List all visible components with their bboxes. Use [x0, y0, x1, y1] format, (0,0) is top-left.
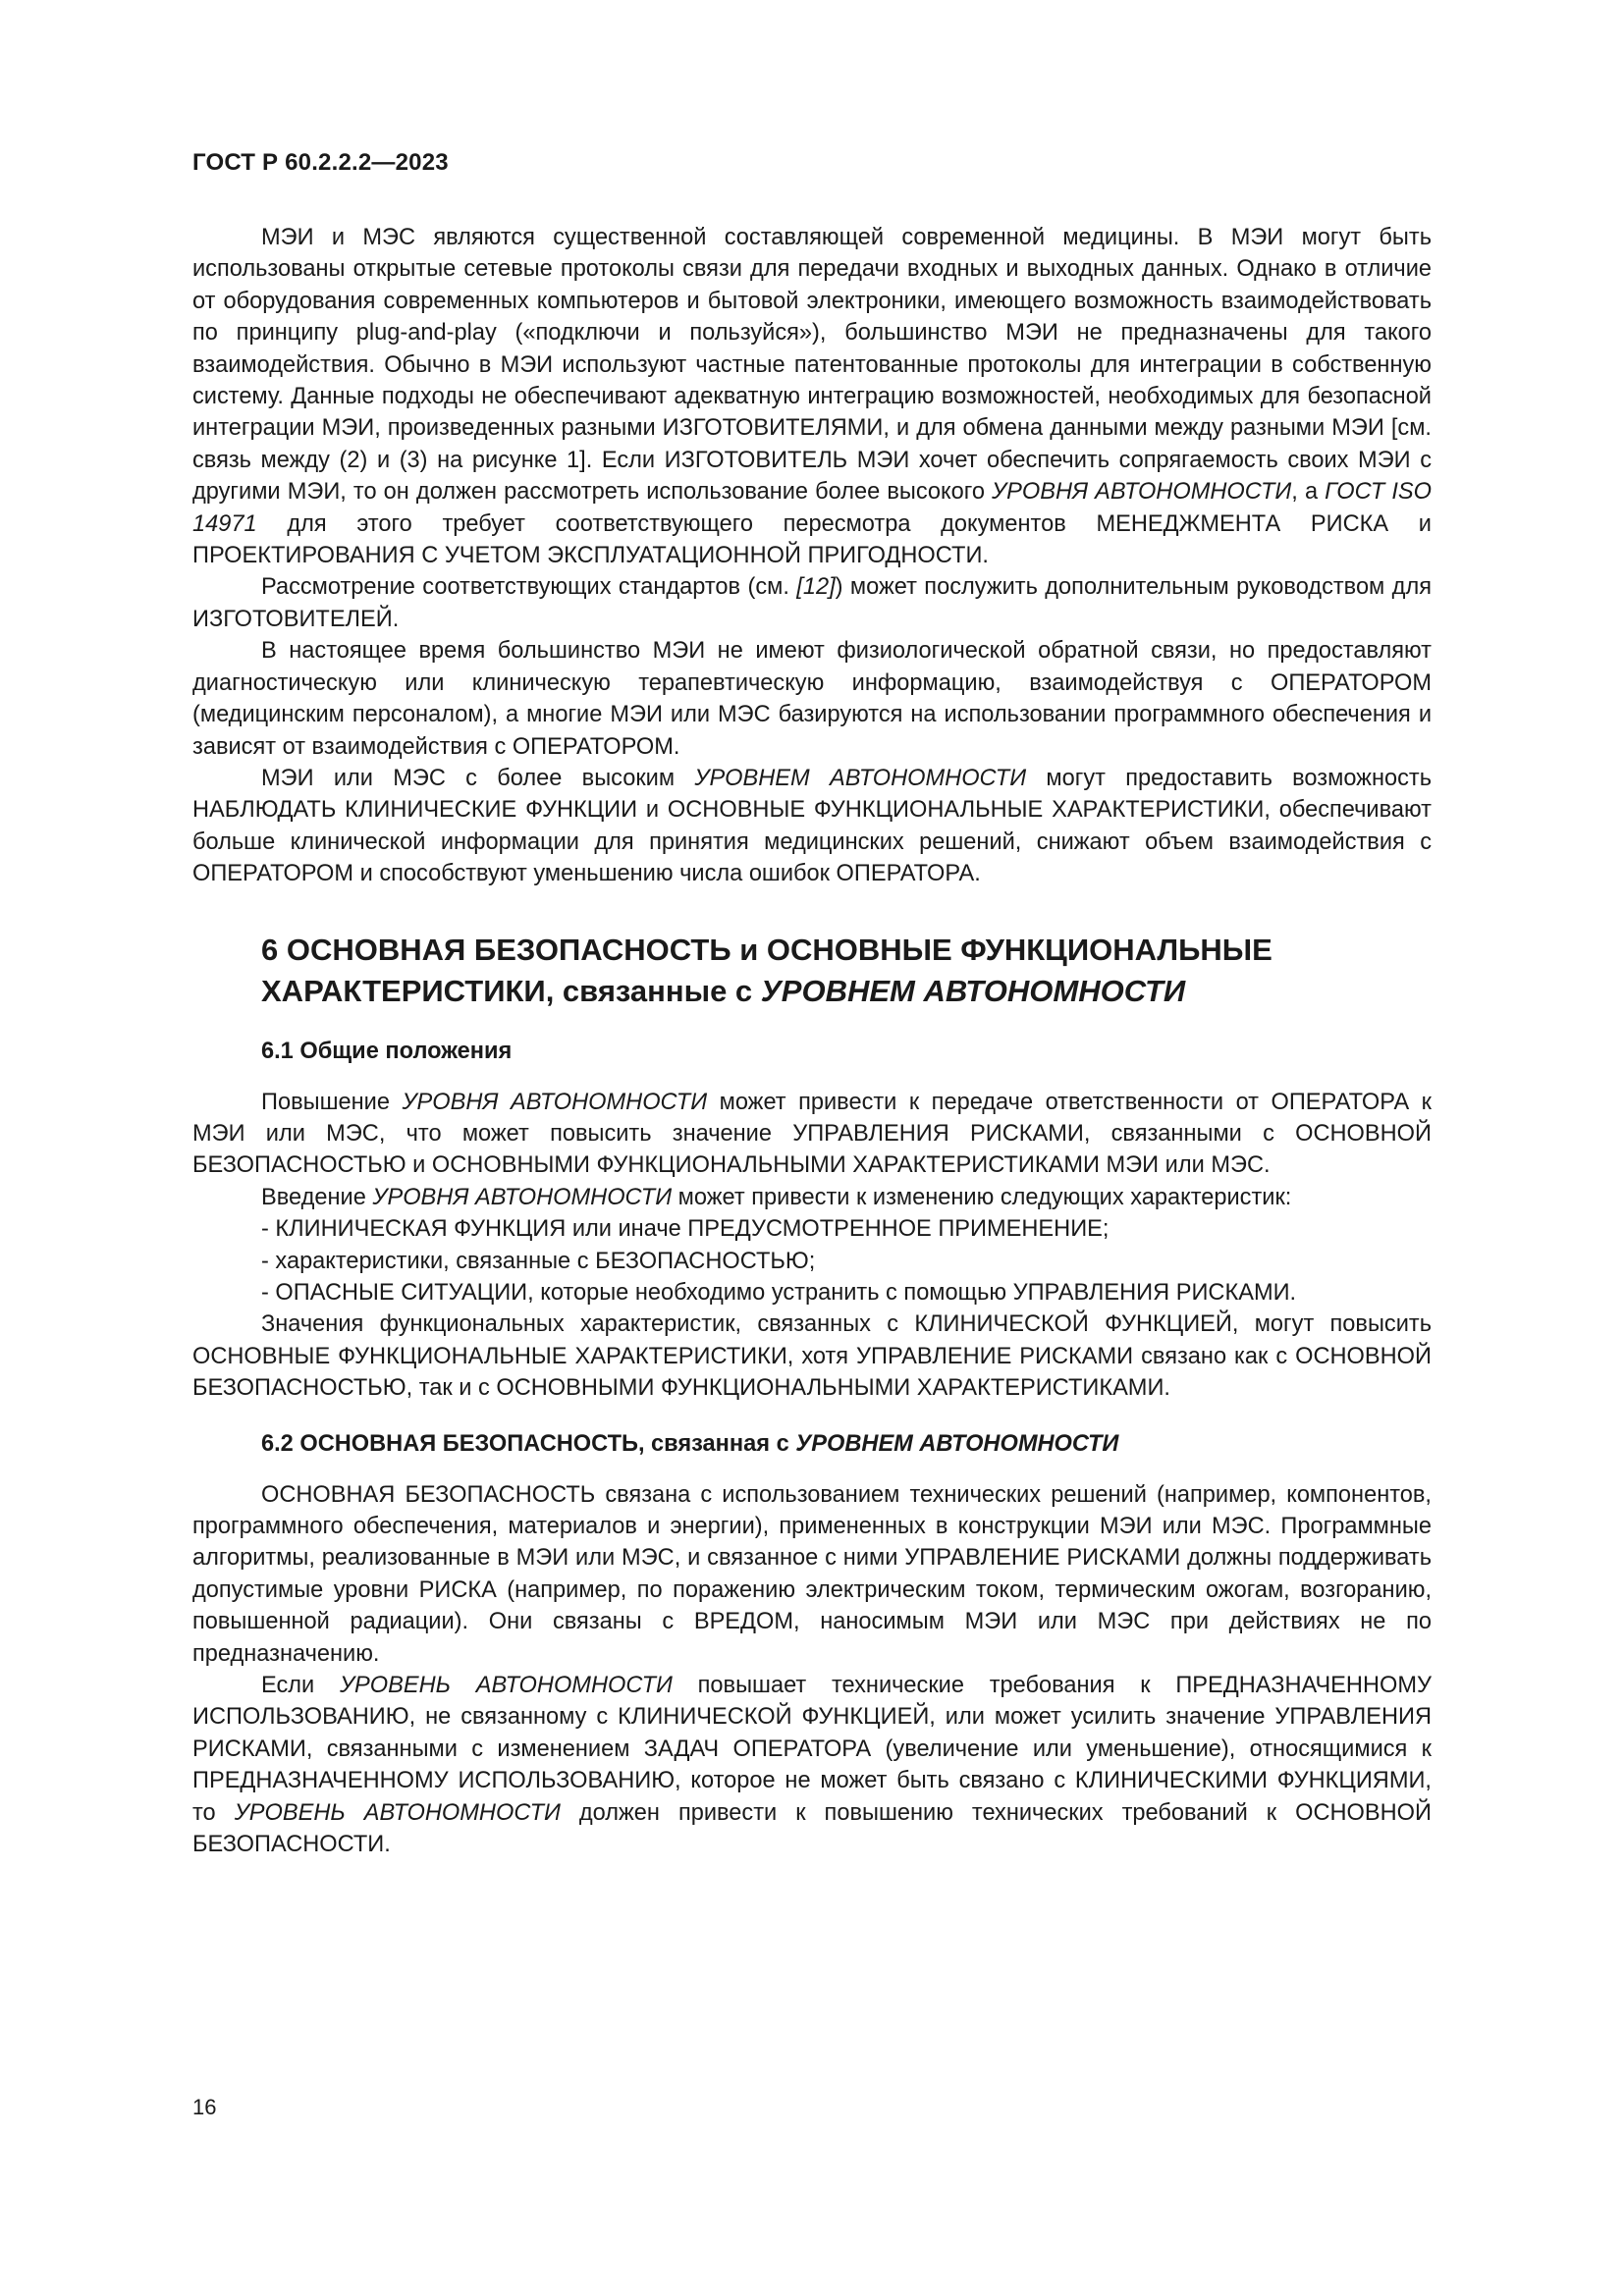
standard-reference: ГОСТ ISO 14971	[192, 479, 1432, 537]
italic-term: УРОВЕНЬ АВТОНОМНОСТИ	[234, 1799, 561, 1826]
intro-paragraph-2: Рассмотрение соответствующих стандартов (см. [12]) может послужить дополнительным руководством для ИЗГОТОВИТЕЛЕЙ.	[192, 574, 1432, 632]
page-content	[192, 222, 1432, 1860]
bibliography-reference: [12]	[796, 574, 836, 601]
italic-term: УРОВНЯ АВТОНОМНОСТИ	[402, 1089, 708, 1115]
characteristics-list	[192, 1213, 1432, 1308]
s6-1-paragraph-3: Значения функциональных характеристик, связанных с КЛИНИЧЕСКОЙ ФУНКЦИЕЙ, могут повысить ОСНОВНЫЕ ФУНКЦИОНАЛЬНЫЕ ХАРАКТЕРИСТИКИ, хотя УПРАВЛЕНИЕ РИСКАМИ связано как с ОСНОВНОЙ БЕЗОПАСНОСТЬЮ, так и с ОСНОВНЫМИ ФУНКЦИОНАЛЬНЫМИ ХАРАКТЕРИСТИКАМИ.	[192, 1311, 1432, 1402]
section-6-heading-line-1: 6 ОСНОВНАЯ БЕЗОПАСНОСТЬ и ОСНОВНЫЕ ФУНКЦИОНАЛЬНЫЕ	[261, 932, 1272, 967]
section-6-heading	[261, 930, 1432, 1012]
list-item: - характеристики, связанные с БЕЗОПАСНОСТЬЮ;	[261, 1248, 816, 1274]
s6-1-paragraph-1: Повышение УРОВНЯ АВТОНОМНОСТИ может привести к передаче ответственности от ОПЕРАТОРА к МЭИ или МЭС, что может повысить значение УПРАВЛЕНИЯ РИСКАМИ, связанными с ОСНОВНОЙ БЕЗОПАСНОСТЬЮ и ОСНОВНЫМИ ФУНКЦИОНАЛЬНЫМИ ХАРАКТЕРИСТИКАМИ МЭИ или МЭС.	[192, 1089, 1433, 1179]
italic-term: УРОВЕНЬ АВТОНОМНОСТИ	[339, 1673, 673, 1699]
page-number: 16	[192, 2095, 217, 2119]
intro-paragraph-4: МЭИ или МЭС с более высоким УРОВНЕМ АВТОНОМНОСТИ могут предоставить возможность НАБЛЮДАТЬ КЛИНИЧЕСКИЕ ФУНКЦИИ и ОСНОВНЫЕ ФУНКЦИОНАЛЬНЫЕ ХАРАКТЕРИСТИКИ, обеспечивают больше клинической информации для принятия медицинских решений, снижают объем взаимодействия с ОПЕРАТОРОМ и способствуют уменьшению числа ошибок ОПЕРАТОРА.	[192, 765, 1433, 887]
list-item: - КЛИНИЧЕСКАЯ ФУНКЦИЯ или иначе ПРЕДУСМОТРЕННОЕ ПРИМЕНЕНИЕ;	[261, 1216, 1110, 1243]
subsection-6-1-heading: 6.1 Общие положения	[261, 1038, 513, 1064]
s6-2-paragraph-2: Если УРОВЕНЬ АВТОНОМНОСТИ повышает технические требования к ПРЕДНАЗНАЧЕННОМУ ИСПОЛЬЗОВАНИЮ, не связанному с КЛИНИЧЕСКОЙ ФУНКЦИЕЙ, или может усилить значение УПРАВЛЕНИЯ РИСКАМИ, связанными с изменением ЗАДАЧ ОПЕРАТОРА (увеличение или уменьшение), относящимися к ПРЕДНАЗНАЧЕННОМУ ИСПОЛЬЗОВАНИЮ, которое не может быть связано с КЛИНИЧЕСКИМИ ФУНКЦИЯМИ, то УРОВЕНЬ АВТОНОМНОСТИ должен привести к повышению технических требований к ОСНОВНОЙ БЕЗОПАСНОСТИ.	[192, 1673, 1432, 1858]
intro-paragraph-1: МЭИ и МЭС являются существенной составляющей современной медицины. В МЭИ могут быть использованы открытые сетевые протоколы связи для передачи входных и выходных данных. Однако в отличие от оборудования современных компьютеров и бытовой электроники, имеющего возможность взаимодействовать по принципу plug-and-play («подключи и пользуйся»), большинство МЭИ не предназначены для такого взаимодействия. Обычно в МЭИ используют частные патентованные протоколы для интеграции в собственную систему. Данные подходы не обеспечивают адекватную интеграцию возможностей, необходимых для безопасной интеграции МЭИ, произведенных разными ИЗГОТОВИТЕЛЯМИ, и для обмена данными между разными МЭИ [см. связь между (2) и (3) на рисунке 1]. Если ИЗГОТОВИТЕЛЬ МЭИ хочет обеспечить сопрягаемость своих МЭИ с другими МЭИ, то он должен рассмотреть использование более высокого УРОВНЯ АВТОНОМНОСТИ, а ГОСТ ISO 14971 для этого требует соответствующего пересмотра документов МЕНЕДЖМЕНТА РИСКА и ПРОЕКТИРОВАНИЯ С УЧЕТОМ ЭКСПЛУАТАЦИОННОЙ ПРИГОДНОСТИ.	[192, 225, 1432, 569]
italic-term: УРОВНЯ АВТОНОМНОСТИ	[372, 1184, 673, 1210]
italic-term: УРОВНЕМ АВТОНОМНОСТИ	[694, 765, 1027, 791]
s6-1-paragraph-2: Введение УРОВНЯ АВТОНОМНОСТИ может привести к изменению следующих характеристик:	[261, 1184, 1292, 1210]
list-item: - ОПАСНЫЕ СИТУАЦИИ, которые необходимо устранить с помощью УПРАВЛЕНИЯ РИСКАМИ.	[261, 1279, 1297, 1306]
subsection-6-2-heading: 6.2 ОСНОВНАЯ БЕЗОПАСНОСТЬ, связанная с УРОВНЕМ АВТОНОМНОСТИ	[261, 1430, 1119, 1457]
intro-paragraph-3: В настоящее время большинство МЭИ не имеют физиологической обратной связи, но предоставляют диагностическую или клиническую терапевтическую информацию, взаимодействуя с ОПЕРАТОРОМ (медицинским персоналом), а многие МЭИ или МЭС базируются на использовании программного обеспечения и зависят от взаимодействия с ОПЕРАТОРОМ.	[192, 638, 1432, 760]
s6-2-paragraph-1: ОСНОВНАЯ БЕЗОПАСНОСТЬ связана с использованием технических решений (например, компонентов, программного обеспечения, материалов и энергии), примененных в конструкции МЭИ или МЭС. Программные алгоритмы, реализованные в МЭИ или МЭС, и связанное с ними УПРАВЛЕНИЕ РИСКАМИ должны поддерживать допустимые уровни РИСКА (например, по поражению электрическим током, термическим ожогам, возгоранию, повышенной радиации). Они связаны с ВРЕДОМ, наносимым МЭИ или МЭС при действиях не по предназначению.	[192, 1481, 1432, 1667]
document-code-header: ГОСТ Р 60.2.2.2—2023	[192, 149, 449, 176]
italic-term: УРОВНЯ АВТОНОМНОСТИ	[992, 479, 1292, 506]
section-6-heading-line-2: ХАРАКТЕРИСТИКИ, связанные с УРОВНЕМ АВТОНОМНОСТИ	[261, 973, 1186, 1008]
